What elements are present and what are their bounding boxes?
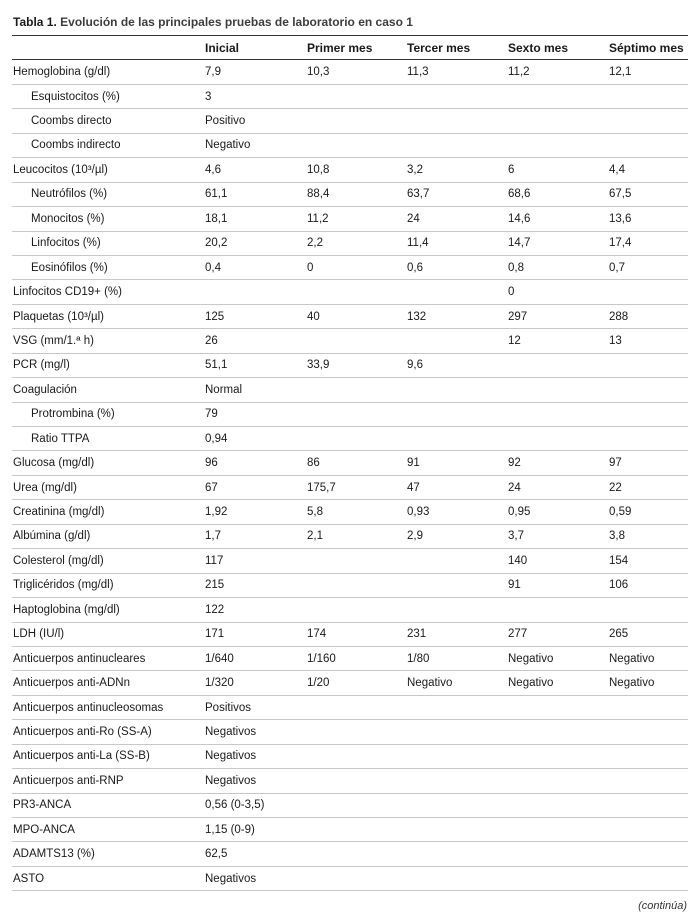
row-value	[407, 769, 508, 793]
row-value: 11,2	[508, 60, 609, 84]
row-value	[307, 769, 407, 793]
row-parameter: Coombs directo	[12, 109, 205, 133]
row-value: 9,6	[407, 353, 508, 377]
row-value: 1,92	[205, 500, 307, 524]
row-value: 33,9	[307, 353, 407, 377]
row-value: 154	[609, 549, 688, 573]
row-value	[307, 695, 407, 719]
table-row	[12, 500, 688, 524]
table-row	[12, 402, 688, 426]
row-value	[407, 818, 508, 842]
row-value	[508, 744, 609, 768]
row-value: Negativo	[508, 646, 609, 670]
row-value	[307, 793, 407, 817]
row-value: 1/80	[407, 646, 508, 670]
row-value: 288	[609, 304, 688, 328]
row-value	[609, 793, 688, 817]
row-value: 0,4	[205, 255, 307, 279]
table-row	[12, 769, 688, 793]
row-value: 1/160	[307, 646, 407, 670]
table-row	[12, 427, 688, 451]
row-parameter: Creatinina (mg/dl)	[12, 500, 205, 524]
row-value: 11,3	[407, 60, 508, 84]
row-value: 68,6	[508, 182, 609, 206]
row-value	[609, 133, 688, 157]
table-row	[12, 158, 688, 182]
row-value	[407, 720, 508, 744]
table-caption	[13, 14, 413, 30]
table-row	[12, 549, 688, 573]
row-value: 96	[205, 451, 307, 475]
table-header-row	[12, 36, 688, 60]
table-row	[12, 818, 688, 842]
row-parameter: Ratio TTPA	[12, 427, 205, 451]
row-value	[508, 84, 609, 108]
table-row	[12, 255, 688, 279]
row-value: 2,9	[407, 524, 508, 548]
row-parameter: Leucocitos (10³/µl)	[12, 158, 205, 182]
row-value: 4,6	[205, 158, 307, 182]
row-value: 0,93	[407, 500, 508, 524]
row-parameter: Linfocitos (%)	[12, 231, 205, 255]
row-value	[407, 280, 508, 304]
row-value	[307, 280, 407, 304]
row-value	[407, 427, 508, 451]
row-value	[307, 402, 407, 426]
row-value: 12	[508, 329, 609, 353]
row-value: 1/320	[205, 671, 307, 695]
row-value	[307, 109, 407, 133]
column-header-parameter	[12, 36, 205, 60]
row-value	[407, 842, 508, 866]
table-row	[12, 451, 688, 475]
row-value	[307, 842, 407, 866]
row-value	[407, 402, 508, 426]
row-value: 125	[205, 304, 307, 328]
row-value	[609, 84, 688, 108]
row-value: 2,2	[307, 231, 407, 255]
row-parameter: Anticuerpos anti-Ro (SS-A)	[12, 720, 205, 744]
table-row	[12, 793, 688, 817]
row-value: 13	[609, 329, 688, 353]
table-row	[12, 378, 688, 402]
row-parameter: Albúmina (g/dl)	[12, 524, 205, 548]
row-value	[609, 744, 688, 768]
row-parameter: Coagulación	[12, 378, 205, 402]
row-value	[609, 402, 688, 426]
continued-note: (continúa)	[638, 900, 687, 912]
column-header-tercer-mes: Tercer mes	[407, 36, 508, 60]
row-value	[407, 133, 508, 157]
row-value: Negativos	[205, 769, 307, 793]
table-row	[12, 646, 688, 670]
table-caption-title: Evolución de las principales pruebas de laboratorio en caso 1	[60, 15, 413, 29]
table-row	[12, 524, 688, 548]
row-value: 86	[307, 451, 407, 475]
row-value	[609, 842, 688, 866]
row-value	[307, 84, 407, 108]
row-parameter: Eosinófilos (%)	[12, 255, 205, 279]
row-value	[609, 353, 688, 377]
row-value: 51,1	[205, 353, 307, 377]
row-value	[508, 695, 609, 719]
row-value	[307, 133, 407, 157]
row-value: Positivo	[205, 109, 307, 133]
row-value: 11,2	[307, 207, 407, 231]
row-value: 3,8	[609, 524, 688, 548]
row-value: 175,7	[307, 475, 407, 499]
row-value: 1,7	[205, 524, 307, 548]
row-value: 97	[609, 451, 688, 475]
row-value	[407, 744, 508, 768]
row-value: Negativo	[609, 646, 688, 670]
row-value	[407, 109, 508, 133]
row-value: 4,4	[609, 158, 688, 182]
row-value: 13,6	[609, 207, 688, 231]
lab-results-table	[12, 35, 688, 891]
row-parameter: Protrombina (%)	[12, 402, 205, 426]
row-value	[407, 84, 508, 108]
row-value: Negativo	[205, 133, 307, 157]
row-value: 3,7	[508, 524, 609, 548]
table-row	[12, 207, 688, 231]
row-value: 174	[307, 622, 407, 646]
row-value: 117	[205, 549, 307, 573]
row-value: 140	[508, 549, 609, 573]
table-row	[12, 182, 688, 206]
row-value: 2,1	[307, 524, 407, 548]
row-value: Negativos	[205, 720, 307, 744]
row-value	[508, 378, 609, 402]
row-parameter: PCR (mg/l)	[12, 353, 205, 377]
row-value	[508, 133, 609, 157]
row-parameter: Anticuerpos anti-RNP	[12, 769, 205, 793]
table-body	[12, 60, 688, 891]
row-value: 10,8	[307, 158, 407, 182]
row-value: 12,1	[609, 60, 688, 84]
row-value: 297	[508, 304, 609, 328]
row-parameter: Anticuerpos antinucleares	[12, 646, 205, 670]
row-parameter: ADAMTS13 (%)	[12, 842, 205, 866]
row-value	[307, 720, 407, 744]
row-value	[508, 866, 609, 890]
row-value: 277	[508, 622, 609, 646]
row-value	[609, 598, 688, 622]
table-row	[12, 622, 688, 646]
row-parameter: Urea (mg/dl)	[12, 475, 205, 499]
row-value	[609, 695, 688, 719]
row-parameter: Esquistocitos (%)	[12, 84, 205, 108]
row-value: 0,94	[205, 427, 307, 451]
row-value: 26	[205, 329, 307, 353]
row-value	[307, 818, 407, 842]
row-value: 67	[205, 475, 307, 499]
row-value	[407, 866, 508, 890]
row-value	[307, 329, 407, 353]
row-value	[307, 744, 407, 768]
row-value	[407, 549, 508, 573]
row-value: 24	[508, 475, 609, 499]
row-value: 91	[508, 573, 609, 597]
row-value	[407, 573, 508, 597]
row-parameter: Anticuerpos anti-La (SS-B)	[12, 744, 205, 768]
table-row	[12, 842, 688, 866]
row-value: 22	[609, 475, 688, 499]
table-row	[12, 720, 688, 744]
table-row	[12, 671, 688, 695]
row-value	[307, 573, 407, 597]
row-value: 47	[407, 475, 508, 499]
row-parameter: Anticuerpos anti-ADNn	[12, 671, 205, 695]
row-value	[307, 866, 407, 890]
table-row	[12, 109, 688, 133]
row-value	[307, 598, 407, 622]
row-value: 231	[407, 622, 508, 646]
row-value: 63,7	[407, 182, 508, 206]
column-header-septimo-mes: Séptimo mes	[609, 36, 688, 60]
row-value	[508, 353, 609, 377]
row-value: 40	[307, 304, 407, 328]
row-parameter: Colesterol (mg/dl)	[12, 549, 205, 573]
row-value	[508, 842, 609, 866]
row-value: 215	[205, 573, 307, 597]
row-value: 10,3	[307, 60, 407, 84]
table-row	[12, 84, 688, 108]
table-row	[12, 304, 688, 328]
row-value: Negativo	[508, 671, 609, 695]
row-value: 0,59	[609, 500, 688, 524]
row-value: 62,5	[205, 842, 307, 866]
row-value	[508, 769, 609, 793]
row-parameter: Anticuerpos antinucleosomas	[12, 695, 205, 719]
row-value: Negativos	[205, 866, 307, 890]
row-parameter: Plaquetas (10³/µl)	[12, 304, 205, 328]
table-row	[12, 231, 688, 255]
row-value: 3	[205, 84, 307, 108]
row-value: 61,1	[205, 182, 307, 206]
row-parameter: Hemoglobina (g/dl)	[12, 60, 205, 84]
row-value: 1/640	[205, 646, 307, 670]
row-value: 0,56 (0-3,5)	[205, 793, 307, 817]
table-row	[12, 573, 688, 597]
row-value: 14,6	[508, 207, 609, 231]
row-value: 132	[407, 304, 508, 328]
row-value	[508, 402, 609, 426]
row-value: Positivos	[205, 695, 307, 719]
row-value: 106	[609, 573, 688, 597]
row-value	[609, 109, 688, 133]
row-parameter: Neutrófilos (%)	[12, 182, 205, 206]
row-value	[609, 427, 688, 451]
row-value: 3,2	[407, 158, 508, 182]
row-value: 92	[508, 451, 609, 475]
table-row	[12, 866, 688, 890]
row-value	[508, 720, 609, 744]
row-value: Negativo	[609, 671, 688, 695]
row-value	[307, 378, 407, 402]
row-value: 88,4	[307, 182, 407, 206]
table-row	[12, 695, 688, 719]
row-value: 171	[205, 622, 307, 646]
row-value: 1/20	[307, 671, 407, 695]
row-value: 0	[307, 255, 407, 279]
row-value: 11,4	[407, 231, 508, 255]
row-value	[609, 280, 688, 304]
row-parameter: VSG (mm/1.ª h)	[12, 329, 205, 353]
row-value: 20,2	[205, 231, 307, 255]
row-value: 265	[609, 622, 688, 646]
row-value: 0,7	[609, 255, 688, 279]
row-value	[508, 793, 609, 817]
table-row	[12, 353, 688, 377]
row-value: 24	[407, 207, 508, 231]
row-value	[307, 427, 407, 451]
row-value	[307, 549, 407, 573]
row-parameter: Triglicéridos (mg/dl)	[12, 573, 205, 597]
row-value: 0,8	[508, 255, 609, 279]
table-row	[12, 60, 688, 84]
column-header-inicial: Inicial	[205, 36, 307, 60]
table-row	[12, 744, 688, 768]
row-value: Negativos	[205, 744, 307, 768]
row-value: 79	[205, 402, 307, 426]
row-value	[407, 598, 508, 622]
table-row	[12, 133, 688, 157]
row-value: 0,6	[407, 255, 508, 279]
row-value	[508, 598, 609, 622]
table-caption-label: Tabla 1.	[13, 15, 57, 29]
row-value: 14,7	[508, 231, 609, 255]
row-value: 17,4	[609, 231, 688, 255]
row-value	[609, 769, 688, 793]
row-value: 18,1	[205, 207, 307, 231]
row-value: 0,95	[508, 500, 609, 524]
row-parameter: MPO-ANCA	[12, 818, 205, 842]
row-value: Negativo	[407, 671, 508, 695]
row-parameter: Haptoglobina (mg/dl)	[12, 598, 205, 622]
row-value: 1,15 (0-9)	[205, 818, 307, 842]
row-value	[407, 793, 508, 817]
row-value: 5,8	[307, 500, 407, 524]
row-parameter: PR3-ANCA	[12, 793, 205, 817]
table-row	[12, 329, 688, 353]
row-value	[407, 329, 508, 353]
row-parameter: Glucosa (mg/dl)	[12, 451, 205, 475]
row-value	[407, 695, 508, 719]
table-row	[12, 280, 688, 304]
row-parameter: LDH (IU/l)	[12, 622, 205, 646]
row-value: 122	[205, 598, 307, 622]
row-value: 6	[508, 158, 609, 182]
table-row	[12, 598, 688, 622]
row-value: Normal	[205, 378, 307, 402]
column-header-sexto-mes: Sexto mes	[508, 36, 609, 60]
row-parameter: Linfocitos CD19+ (%)	[12, 280, 205, 304]
row-value	[609, 378, 688, 402]
row-value: 7,9	[205, 60, 307, 84]
column-header-primer-mes: Primer mes	[307, 36, 407, 60]
row-value	[609, 720, 688, 744]
row-value: 91	[407, 451, 508, 475]
row-parameter: Monocitos (%)	[12, 207, 205, 231]
row-value	[508, 818, 609, 842]
row-value: 0	[508, 280, 609, 304]
row-value	[508, 109, 609, 133]
row-value	[508, 427, 609, 451]
row-value	[205, 280, 307, 304]
table-row	[12, 475, 688, 499]
row-value	[609, 818, 688, 842]
row-value	[609, 866, 688, 890]
row-value	[407, 378, 508, 402]
row-parameter: ASTO	[12, 866, 205, 890]
row-value: 67,5	[609, 182, 688, 206]
row-parameter: Coombs indirecto	[12, 133, 205, 157]
